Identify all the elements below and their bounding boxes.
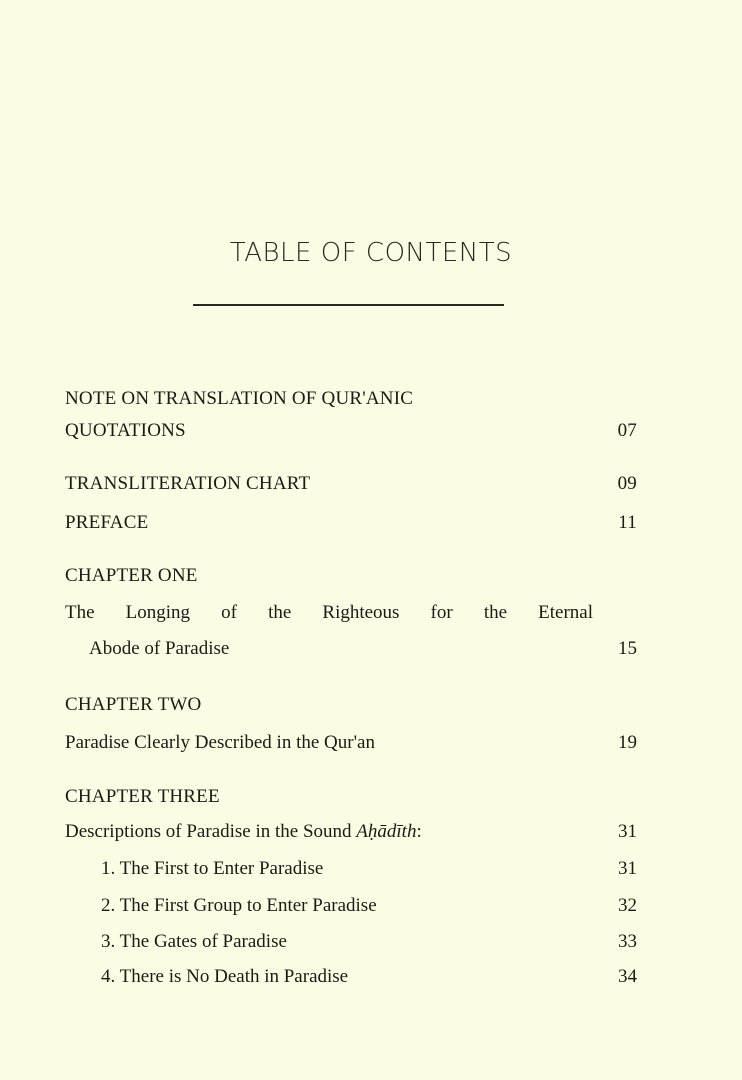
title-divider [193,304,504,306]
toc-entry-text: TRANSLITERATION CHART [65,473,311,494]
toc-entry-translit [65,473,637,495]
toc-entry-text: Paradise Clearly Described in the Qur'an [65,732,375,753]
page-number: 31 [618,821,637,842]
toc-entry-text: 3. The Gates of Paradise [101,931,287,952]
toc-entry-text: Descriptions of Paradise in the Sound Aḥādīth: [65,821,422,842]
page-number: 19 [618,732,637,753]
toc-subentry-1 [101,858,637,880]
toc-entry-text: 4. There is No Death in Paradise [101,966,349,987]
toc-entry-chapter-one [65,602,637,624]
page-number: 32 [618,895,637,916]
toc-entry-text: The Longing of the Righteous for the Eternal [65,602,593,623]
italic-term: Aḥādīth [356,821,417,842]
page-number: 34 [618,966,637,987]
toc-entry-text: QUOTATIONS [65,420,186,441]
toc-entry-text: Abode of Paradise [89,638,230,659]
toc-subentry-3 [101,931,637,953]
page-number: 33 [618,931,637,952]
toc-entry-text: PREFACE [65,512,149,533]
chapter-heading-three: CHAPTER THREE [65,786,220,807]
toc-entry-chapter-two [65,732,637,754]
toc-entry-note [65,388,637,410]
toc-subentry-4 [101,966,637,988]
toc-entry-text: 2. The First Group to Enter Paradise [101,895,377,916]
page-number: 09 [617,473,637,494]
toc-subentry-2 [101,895,637,917]
toc-entry-chapter-three [65,821,637,843]
chapter-heading-one: CHAPTER ONE [65,565,198,586]
toc-entry-preface [65,512,637,534]
chapter-heading-two: CHAPTER TWO [65,694,202,715]
page-number: 15 [618,638,637,659]
page-number: 31 [618,858,637,879]
page-number: 11 [618,512,637,533]
toc-entry-chapter-one-cont [65,638,637,660]
page-number: 07 [617,420,637,441]
toc-entry-note-cont [65,420,637,442]
toc-entry-text: 1. The First to Enter Paradise [101,858,324,879]
toc-entry-text: NOTE ON TRANSLATION OF QUR'ANIC [65,388,414,409]
page-title: TABLE OF CONTENTS [229,238,513,268]
